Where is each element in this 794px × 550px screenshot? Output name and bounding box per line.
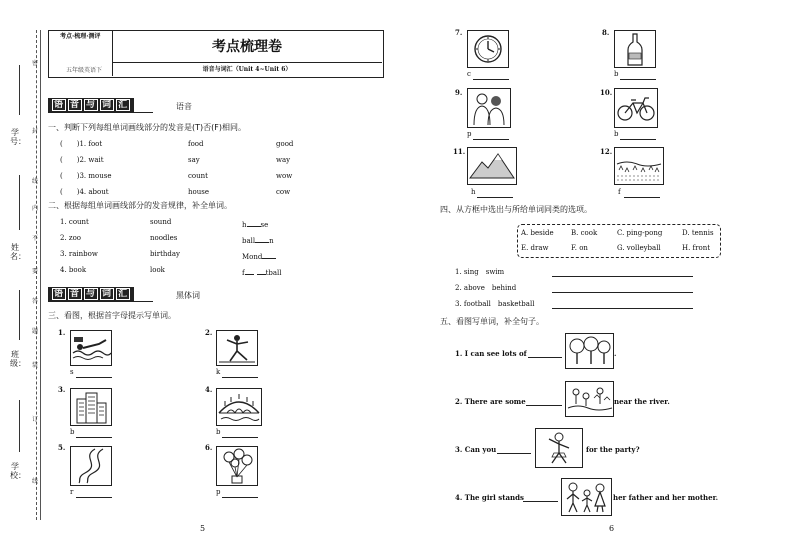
q1-item-a: ( )3. mouse	[60, 172, 112, 180]
q3-item-number: 3.	[58, 385, 66, 394]
trees-picture	[565, 333, 617, 369]
header-title-underline	[112, 62, 382, 63]
bottle-picture	[614, 30, 656, 68]
party-balloons-picture	[216, 446, 258, 486]
q4-answer-line[interactable]	[552, 292, 693, 293]
q3-answer-line[interactable]	[624, 197, 660, 198]
q3-answer-line[interactable]	[76, 377, 112, 378]
section-rule	[48, 301, 153, 302]
q3-item-number: 1.	[58, 328, 66, 337]
side-char: 线	[31, 178, 38, 185]
q4-row: 2. above behind	[455, 284, 517, 292]
q3-letter: b	[614, 130, 619, 138]
q5-title: 五、看图写单词，补全句子。	[440, 317, 544, 326]
family-picture	[561, 478, 612, 516]
name-label: 姓名：	[10, 243, 26, 261]
q4-answer-line[interactable]	[552, 308, 693, 309]
q1-item-a: ( )2. wait	[60, 156, 104, 164]
q2-item-fill[interactable]: h se	[242, 218, 268, 230]
q3-answer-line[interactable]	[76, 497, 112, 498]
q4-option: E. draw	[521, 244, 549, 252]
q5-sentence-end: her father and her mother.	[613, 493, 719, 502]
q4-option: D. tennis	[682, 229, 714, 237]
q2-item-fill[interactable]: Mond	[242, 250, 276, 262]
q1-item-c: cow	[276, 188, 291, 196]
q5-answer-line[interactable]	[523, 501, 558, 502]
dance-picture	[535, 428, 583, 468]
hill-picture	[467, 147, 517, 185]
q2-item-b: birthday	[150, 250, 180, 258]
header-badge: 考点·梳理·测评	[60, 33, 101, 40]
side-char: 不	[31, 235, 38, 242]
swimming-picture	[70, 330, 112, 366]
q5-sentence-start: 3. Can you	[455, 445, 497, 454]
q1-item-c: wow	[276, 172, 293, 180]
q3-letter: b	[70, 428, 75, 436]
river-picture	[70, 446, 112, 486]
q5-answer-line[interactable]	[526, 405, 562, 406]
q3-item-number: 9.	[455, 88, 463, 97]
q2-item-fill[interactable]: f tball	[242, 266, 282, 278]
section-rule	[48, 112, 153, 113]
q2-item-a: 3. rainbow	[60, 250, 98, 258]
q2-item-a: 2. zoo	[60, 234, 82, 242]
q3-letter: s	[70, 368, 74, 376]
q1-item-b: say	[188, 156, 200, 164]
student-number-line	[19, 65, 20, 115]
q3-item-number: 2.	[205, 328, 213, 337]
page-number-5: 5	[200, 524, 206, 533]
q3-letter: k	[216, 368, 221, 376]
q2-title: 二、根据每组单词画线部分的发音规律，补全单词。	[48, 201, 232, 210]
section-label-phonics: 语音	[176, 102, 192, 111]
parents-picture	[467, 88, 511, 128]
clock-picture	[467, 30, 509, 68]
q3-answer-line[interactable]	[76, 437, 112, 438]
q3-answer-line[interactable]	[477, 197, 513, 198]
q5-sentence-end: .	[614, 349, 617, 358]
q4-row: 1. sing swim	[455, 268, 505, 276]
q3-item-number: 4.	[205, 385, 213, 394]
q4-option: F. on	[571, 244, 588, 252]
flowers-picture	[565, 381, 614, 417]
q2-item-b: noodles	[150, 234, 178, 242]
q1-item-b: house	[188, 188, 209, 196]
q3-letter: r	[70, 488, 74, 496]
q3-item-number: 8.	[602, 28, 610, 37]
side-char: 要	[31, 268, 38, 275]
side-char: 密	[31, 60, 38, 67]
q5-answer-line[interactable]	[497, 453, 531, 454]
side-char: 线	[31, 478, 38, 485]
q4-title: 四、从方框中选出与所给单词同类的选项。	[440, 205, 592, 214]
side-char: 装	[31, 362, 38, 369]
q5-sentence-end: for the party?	[586, 445, 640, 454]
school-label: 学校：	[10, 462, 26, 480]
school-line	[19, 400, 20, 452]
q5-sentence-start: 1. I can see lots of	[455, 349, 527, 358]
q3-letter: c	[467, 70, 471, 78]
student-number-label: 学号：	[10, 128, 26, 146]
q3-item-number: 11.	[453, 147, 466, 156]
q3-letter: f	[618, 188, 621, 196]
class-label: 班级：	[10, 350, 26, 368]
q3-letter: p	[216, 488, 221, 496]
binding-dashed-line	[36, 30, 37, 520]
q1-item-a: ( )4. about	[60, 188, 109, 196]
q4-row: 3. football basketball	[455, 300, 535, 308]
q5-sentence-end: near the river.	[614, 397, 670, 406]
q2-item-b: sound	[150, 218, 172, 226]
q3-answer-line[interactable]	[222, 377, 258, 378]
q2-item-b: look	[150, 266, 165, 274]
q4-answer-line[interactable]	[552, 276, 693, 277]
q1-item-b: food	[188, 140, 204, 148]
q3-answer-line[interactable]	[620, 79, 656, 80]
kung-fu-picture	[216, 330, 258, 366]
class-line	[19, 290, 20, 340]
q3-letter: h	[471, 188, 476, 196]
side-char: 题	[31, 328, 38, 335]
q3-letter: p	[467, 130, 472, 138]
side-char: 答	[31, 298, 38, 305]
q3-item-number: 10.	[600, 88, 613, 97]
page-subtitle: 语音与词汇（Unit 4~Unit 6）	[202, 66, 292, 73]
name-line	[19, 175, 20, 230]
q1-title: 一、判断下列每组单词画线部分的发音是(T)否(F)相同。	[48, 123, 246, 132]
q3-answer-line[interactable]	[222, 437, 258, 438]
side-char: 内	[31, 205, 38, 212]
binding-solid-line	[40, 30, 41, 520]
q4-option: B. cook	[571, 229, 598, 237]
buildings-picture	[70, 388, 112, 426]
section-badge-bold-words: 语 音 与 词 汇	[48, 287, 134, 301]
q3-letter: b	[216, 428, 221, 436]
q1-item-a: ( )1. foot	[60, 140, 103, 148]
q3-item-number: 7.	[455, 28, 463, 37]
q3-item-number: 6.	[205, 443, 213, 452]
q3-item-number: 5.	[58, 443, 66, 452]
field-picture	[614, 147, 664, 185]
bridge-picture	[216, 388, 262, 426]
section-badge-phonics: 语 音 与 词 汇	[48, 98, 134, 112]
bike-picture	[614, 88, 658, 128]
q3-answer-line[interactable]	[473, 139, 509, 140]
header-grade: 五年级英语下	[66, 67, 103, 74]
q5-answer-line[interactable]	[528, 357, 562, 358]
q3-answer-line[interactable]	[620, 139, 656, 140]
q3-answer-line[interactable]	[222, 497, 258, 498]
binding-margin	[0, 0, 46, 550]
q2-item-a: 4. book	[60, 266, 87, 274]
q5-sentence-start: 4. The girl stands	[455, 493, 524, 502]
q4-option: G. volleyball	[617, 244, 661, 252]
q3-letter: b	[614, 70, 619, 78]
q4-option: A. beside	[521, 229, 554, 237]
page-number-6: 6	[609, 524, 615, 533]
q4-option: C. ping-pong	[617, 229, 663, 237]
q3-title: 三、看图，根据首字母提示写单词。	[48, 311, 176, 320]
section-label-bold-words: 黑体词	[176, 291, 200, 300]
q1-item-c: way	[276, 156, 291, 164]
side-char: 封	[31, 128, 38, 135]
page-title: 考点梳理卷	[212, 39, 282, 55]
q5-sentence-start: 2. There are some	[455, 397, 526, 406]
q2-item-a: 1. count	[60, 218, 89, 226]
q1-item-c: good	[276, 140, 294, 148]
side-char: 订	[31, 416, 38, 423]
q2-item-fill[interactable]: ball n	[242, 234, 274, 246]
q3-answer-line[interactable]	[473, 79, 509, 80]
q4-option: H. front	[682, 244, 711, 252]
q3-item-number: 12.	[600, 147, 613, 156]
q1-item-b: count	[188, 172, 208, 180]
